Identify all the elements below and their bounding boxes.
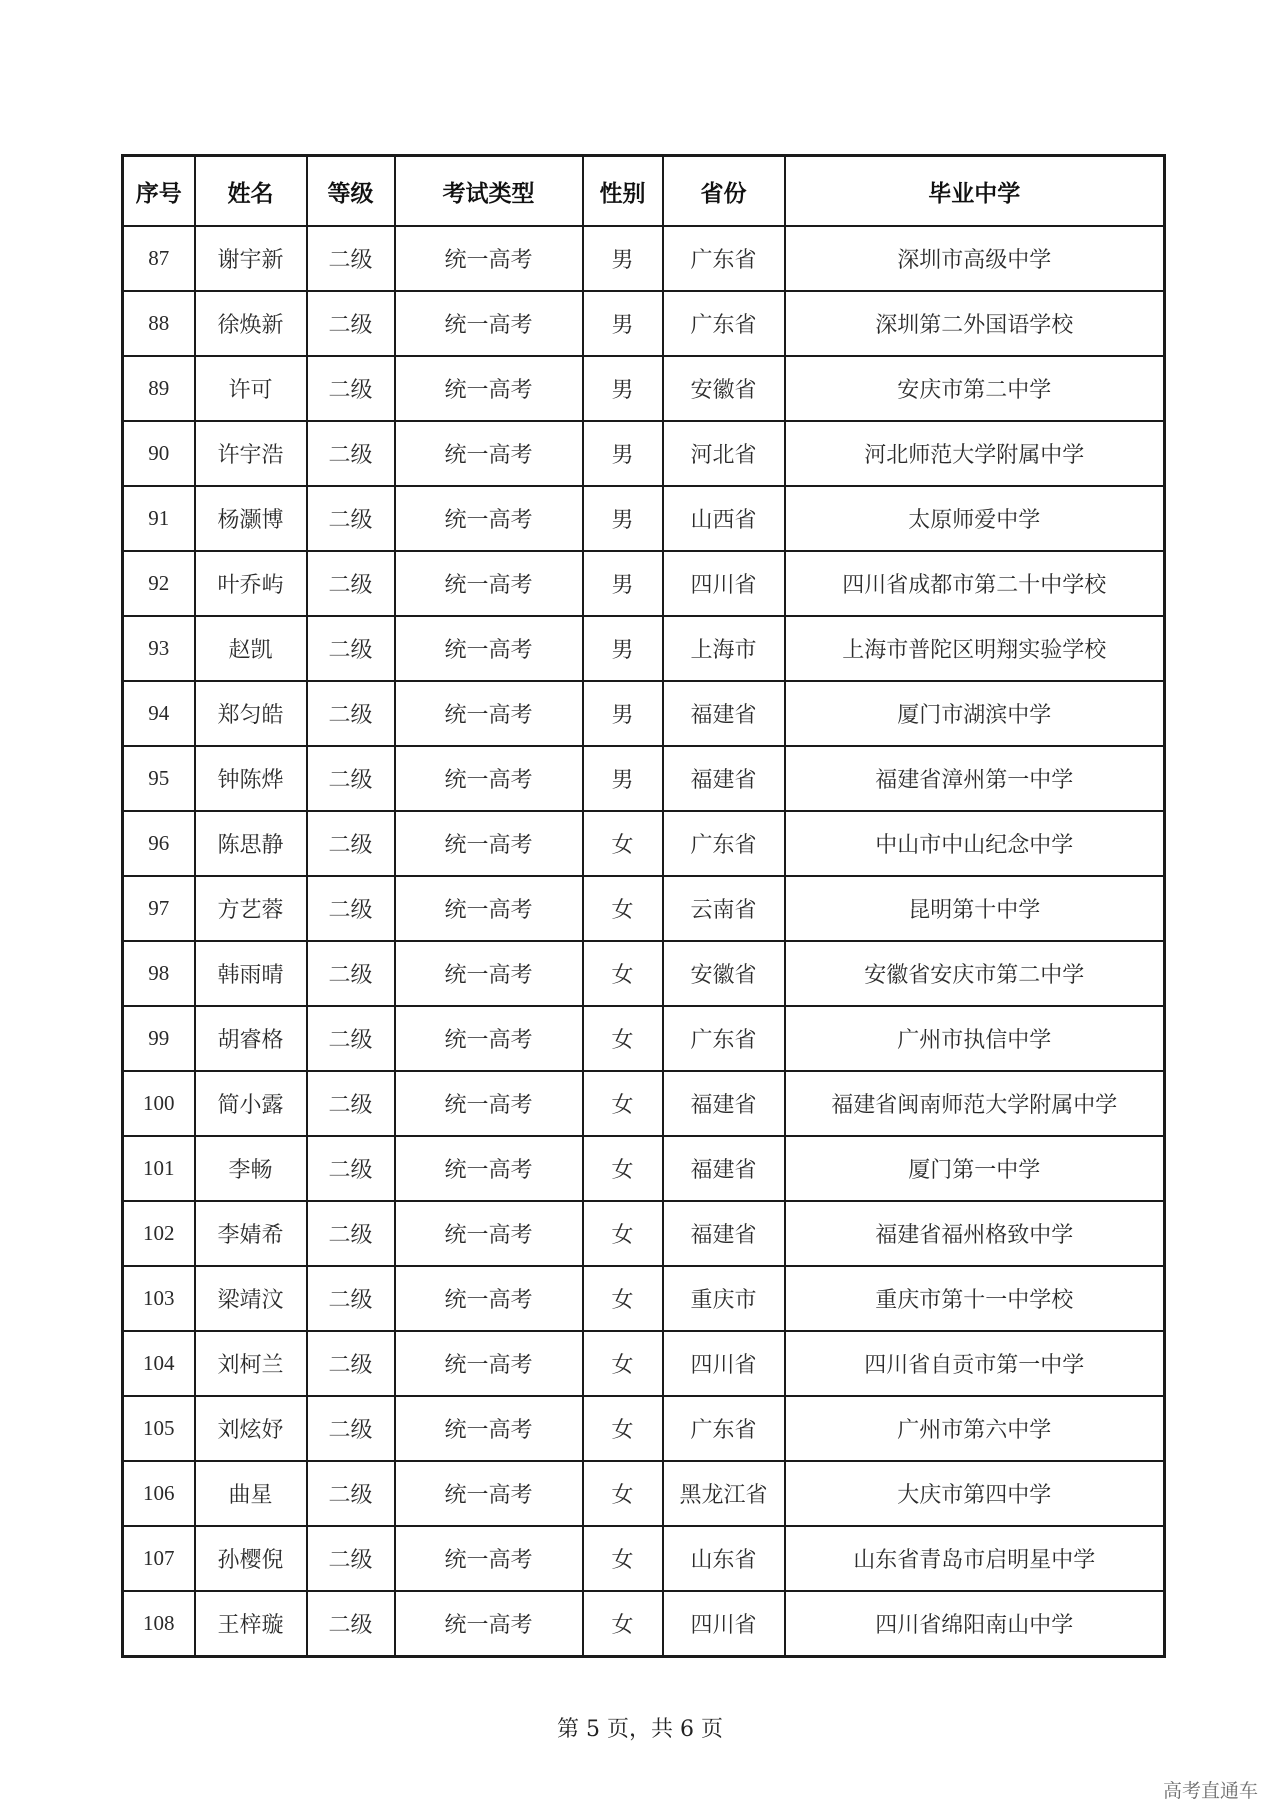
table-row <box>123 291 1165 356</box>
cell-high-school: 上海市普陀区明翔实验学校 <box>785 616 1165 681</box>
cell-name: 简小露 <box>195 1071 307 1136</box>
cell-level: 二级 <box>307 1006 395 1071</box>
cell-high-school: 四川省绵阳南山中学 <box>785 1591 1165 1657</box>
header-index: 序号 <box>123 156 195 227</box>
cell-index: 100 <box>123 1071 195 1136</box>
cell-exam-type: 统一高考 <box>395 291 583 356</box>
cell-name: 许可 <box>195 356 307 421</box>
cell-exam-type: 统一高考 <box>395 876 583 941</box>
cell-level: 二级 <box>307 1071 395 1136</box>
cell-index: 90 <box>123 421 195 486</box>
table-row <box>123 1461 1165 1526</box>
table-header-row <box>123 156 1165 227</box>
cell-high-school: 安徽省安庆市第二中学 <box>785 941 1165 1006</box>
cell-name: 韩雨晴 <box>195 941 307 1006</box>
table-row <box>123 941 1165 1006</box>
cell-level: 二级 <box>307 681 395 746</box>
table-row <box>123 1266 1165 1331</box>
cell-index: 106 <box>123 1461 195 1526</box>
cell-province: 广东省 <box>663 226 785 291</box>
cell-index: 99 <box>123 1006 195 1071</box>
cell-exam-type: 统一高考 <box>395 1006 583 1071</box>
table-body <box>123 226 1165 1657</box>
cell-gender: 女 <box>583 1006 663 1071</box>
cell-index: 102 <box>123 1201 195 1266</box>
cell-gender: 男 <box>583 486 663 551</box>
student-roster-table <box>121 154 1166 1658</box>
cell-gender: 女 <box>583 1201 663 1266</box>
table-row <box>123 1201 1165 1266</box>
cell-name: 叶乔屿 <box>195 551 307 616</box>
cell-level: 二级 <box>307 876 395 941</box>
cell-level: 二级 <box>307 746 395 811</box>
cell-exam-type: 统一高考 <box>395 1526 583 1591</box>
table-row <box>123 616 1165 681</box>
table-row <box>123 421 1165 486</box>
cell-index: 96 <box>123 811 195 876</box>
cell-exam-type: 统一高考 <box>395 1266 583 1331</box>
cell-high-school: 安庆市第二中学 <box>785 356 1165 421</box>
table-row <box>123 1006 1165 1071</box>
cell-high-school: 厦门市湖滨中学 <box>785 681 1165 746</box>
cell-level: 二级 <box>307 1266 395 1331</box>
cell-index: 103 <box>123 1266 195 1331</box>
cell-province: 重庆市 <box>663 1266 785 1331</box>
cell-index: 98 <box>123 941 195 1006</box>
cell-high-school: 福建省福州格致中学 <box>785 1201 1165 1266</box>
table-row <box>123 1071 1165 1136</box>
cell-name: 徐焕新 <box>195 291 307 356</box>
cell-index: 97 <box>123 876 195 941</box>
table-row <box>123 356 1165 421</box>
cell-high-school: 福建省漳州第一中学 <box>785 746 1165 811</box>
cell-gender: 男 <box>583 356 663 421</box>
cell-exam-type: 统一高考 <box>395 1331 583 1396</box>
cell-high-school: 重庆市第十一中学校 <box>785 1266 1165 1331</box>
cell-province: 山西省 <box>663 486 785 551</box>
cell-exam-type: 统一高考 <box>395 226 583 291</box>
cell-province: 河北省 <box>663 421 785 486</box>
table-row <box>123 1331 1165 1396</box>
cell-level: 二级 <box>307 226 395 291</box>
cell-high-school: 中山市中山纪念中学 <box>785 811 1165 876</box>
cell-province: 广东省 <box>663 1006 785 1071</box>
cell-exam-type: 统一高考 <box>395 1136 583 1201</box>
cell-name: 王梓璇 <box>195 1591 307 1657</box>
cell-index: 95 <box>123 746 195 811</box>
cell-high-school: 昆明第十中学 <box>785 876 1165 941</box>
cell-level: 二级 <box>307 1526 395 1591</box>
cell-exam-type: 统一高考 <box>395 551 583 616</box>
cell-exam-type: 统一高考 <box>395 1396 583 1461</box>
cell-province: 四川省 <box>663 1591 785 1657</box>
cell-province: 安徽省 <box>663 356 785 421</box>
table-row <box>123 486 1165 551</box>
cell-province: 四川省 <box>663 551 785 616</box>
cell-province: 广东省 <box>663 291 785 356</box>
table-row <box>123 1396 1165 1461</box>
cell-exam-type: 统一高考 <box>395 486 583 551</box>
cell-level: 二级 <box>307 616 395 681</box>
cell-name: 刘柯兰 <box>195 1331 307 1396</box>
cell-exam-type: 统一高考 <box>395 1461 583 1526</box>
cell-name: 胡睿格 <box>195 1006 307 1071</box>
table-row <box>123 811 1165 876</box>
table-row <box>123 551 1165 616</box>
cell-name: 杨灏博 <box>195 486 307 551</box>
cell-level: 二级 <box>307 811 395 876</box>
cell-level: 二级 <box>307 356 395 421</box>
cell-exam-type: 统一高考 <box>395 356 583 421</box>
cell-gender: 女 <box>583 1331 663 1396</box>
cell-gender: 女 <box>583 1526 663 1591</box>
cell-gender: 男 <box>583 226 663 291</box>
cell-index: 87 <box>123 226 195 291</box>
cell-level: 二级 <box>307 291 395 356</box>
cell-name: 李婧希 <box>195 1201 307 1266</box>
cell-high-school: 广州市第六中学 <box>785 1396 1165 1461</box>
table-row <box>123 876 1165 941</box>
cell-gender: 女 <box>583 1266 663 1331</box>
cell-province: 上海市 <box>663 616 785 681</box>
table-row <box>123 746 1165 811</box>
cell-high-school: 厦门第一中学 <box>785 1136 1165 1201</box>
cell-exam-type: 统一高考 <box>395 1071 583 1136</box>
cell-level: 二级 <box>307 1591 395 1657</box>
cell-level: 二级 <box>307 1396 395 1461</box>
cell-level: 二级 <box>307 1461 395 1526</box>
cell-index: 93 <box>123 616 195 681</box>
cell-name: 钟陈烨 <box>195 746 307 811</box>
cell-gender: 男 <box>583 746 663 811</box>
cell-high-school: 大庆市第四中学 <box>785 1461 1165 1526</box>
cell-high-school: 河北师范大学附属中学 <box>785 421 1165 486</box>
cell-level: 二级 <box>307 551 395 616</box>
cell-gender: 男 <box>583 421 663 486</box>
cell-province: 黑龙江省 <box>663 1461 785 1526</box>
cell-name: 梁靖汶 <box>195 1266 307 1331</box>
table-row <box>123 1526 1165 1591</box>
cell-exam-type: 统一高考 <box>395 811 583 876</box>
cell-index: 105 <box>123 1396 195 1461</box>
cell-index: 94 <box>123 681 195 746</box>
cell-gender: 女 <box>583 876 663 941</box>
cell-province: 四川省 <box>663 1331 785 1396</box>
cell-high-school: 广州市执信中学 <box>785 1006 1165 1071</box>
header-high-school: 毕业中学 <box>785 156 1165 227</box>
cell-name: 郑匀皓 <box>195 681 307 746</box>
cell-high-school: 福建省闽南师范大学附属中学 <box>785 1071 1165 1136</box>
table-row <box>123 1136 1165 1201</box>
cell-province: 云南省 <box>663 876 785 941</box>
cell-exam-type: 统一高考 <box>395 746 583 811</box>
cell-level: 二级 <box>307 1201 395 1266</box>
cell-high-school: 太原师爱中学 <box>785 486 1165 551</box>
cell-index: 107 <box>123 1526 195 1591</box>
cell-index: 104 <box>123 1331 195 1396</box>
cell-index: 108 <box>123 1591 195 1657</box>
table-row <box>123 1591 1165 1657</box>
header-name: 姓名 <box>195 156 307 227</box>
cell-province: 福建省 <box>663 681 785 746</box>
cell-level: 二级 <box>307 1136 395 1201</box>
cell-index: 92 <box>123 551 195 616</box>
watermark: 高考直通车 <box>1162 1780 1258 1802</box>
cell-exam-type: 统一高考 <box>395 1591 583 1657</box>
cell-name: 许宇浩 <box>195 421 307 486</box>
cell-high-school: 深圳第二外国语学校 <box>785 291 1165 356</box>
cell-index: 89 <box>123 356 195 421</box>
cell-province: 福建省 <box>663 1201 785 1266</box>
cell-high-school: 山东省青岛市启明星中学 <box>785 1526 1165 1591</box>
table-row <box>123 681 1165 746</box>
cell-index: 101 <box>123 1136 195 1201</box>
header-exam-type: 考试类型 <box>395 156 583 227</box>
cell-exam-type: 统一高考 <box>395 681 583 746</box>
cell-gender: 女 <box>583 1591 663 1657</box>
cell-gender: 女 <box>583 1071 663 1136</box>
cell-name: 李畅 <box>195 1136 307 1201</box>
table-row <box>123 226 1165 291</box>
cell-level: 二级 <box>307 421 395 486</box>
cell-gender: 女 <box>583 811 663 876</box>
cell-province: 福建省 <box>663 746 785 811</box>
cell-name: 陈思静 <box>195 811 307 876</box>
cell-name: 谢宇新 <box>195 226 307 291</box>
cell-exam-type: 统一高考 <box>395 941 583 1006</box>
cell-province: 广东省 <box>663 1396 785 1461</box>
cell-province: 山东省 <box>663 1526 785 1591</box>
page-number-footer: 第 5 页，共 6 页 <box>557 1717 723 1742</box>
cell-province: 福建省 <box>663 1071 785 1136</box>
header-gender: 性别 <box>583 156 663 227</box>
header-level: 等级 <box>307 156 395 227</box>
cell-gender: 女 <box>583 1461 663 1526</box>
cell-name: 赵凯 <box>195 616 307 681</box>
cell-province: 安徽省 <box>663 941 785 1006</box>
cell-province: 福建省 <box>663 1136 785 1201</box>
cell-gender: 女 <box>583 1136 663 1201</box>
cell-province: 广东省 <box>663 811 785 876</box>
cell-index: 91 <box>123 486 195 551</box>
cell-level: 二级 <box>307 486 395 551</box>
header-province: 省份 <box>663 156 785 227</box>
cell-level: 二级 <box>307 1331 395 1396</box>
cell-name: 方艺蓉 <box>195 876 307 941</box>
cell-level: 二级 <box>307 941 395 1006</box>
cell-exam-type: 统一高考 <box>395 421 583 486</box>
cell-gender: 男 <box>583 291 663 356</box>
cell-name: 曲星 <box>195 1461 307 1526</box>
cell-gender: 女 <box>583 941 663 1006</box>
cell-name: 孙樱倪 <box>195 1526 307 1591</box>
cell-high-school: 深圳市高级中学 <box>785 226 1165 291</box>
cell-index: 88 <box>123 291 195 356</box>
cell-name: 刘炫妤 <box>195 1396 307 1461</box>
cell-high-school: 四川省成都市第二十中学校 <box>785 551 1165 616</box>
cell-gender: 男 <box>583 616 663 681</box>
cell-gender: 男 <box>583 681 663 746</box>
cell-exam-type: 统一高考 <box>395 616 583 681</box>
cell-exam-type: 统一高考 <box>395 1201 583 1266</box>
cell-gender: 男 <box>583 551 663 616</box>
cell-high-school: 四川省自贡市第一中学 <box>785 1331 1165 1396</box>
cell-gender: 女 <box>583 1396 663 1461</box>
